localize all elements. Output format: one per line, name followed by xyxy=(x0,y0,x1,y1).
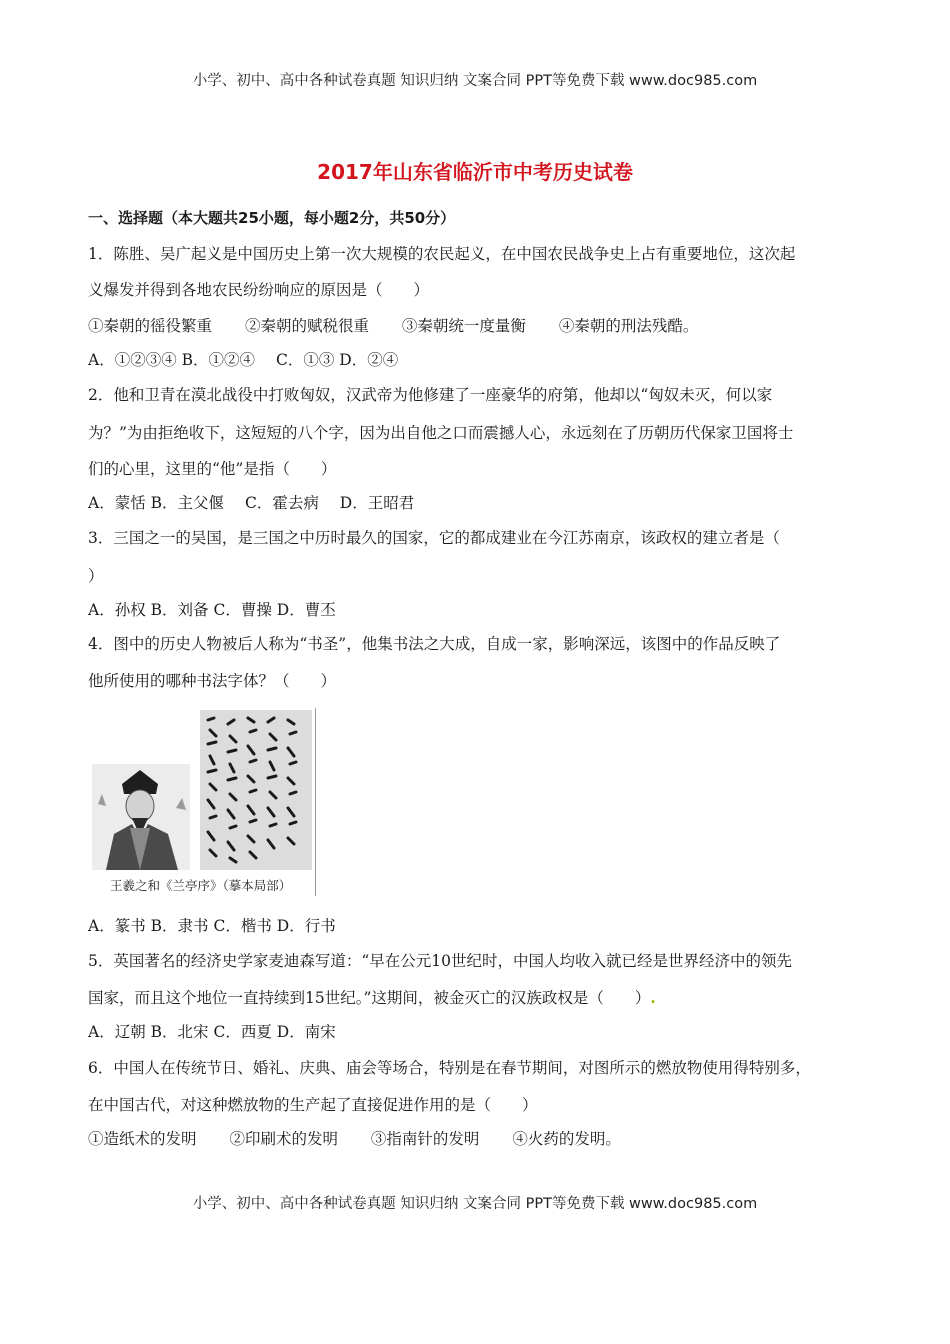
q4-option-a: A．篆书 xyxy=(88,917,146,935)
q3-option-d: D．曹丕 xyxy=(276,601,336,619)
wang-xizhi-figure xyxy=(88,708,320,898)
q1-statement: ④秦朝的刑法残酷。 xyxy=(558,317,699,335)
q2-option-b: B．主父偃 xyxy=(150,494,225,512)
q6-statement: ③指南针的发明 xyxy=(370,1130,480,1148)
q4-option-b: B．隶书 xyxy=(150,917,209,935)
q3-options xyxy=(88,600,336,620)
wang-xizhi-portrait-image xyxy=(92,764,190,870)
q1-option-a: A．①②③④ xyxy=(88,351,177,369)
q3-line1: 3．三国之一的吴国，是三国之中历时最久的国家，它的都成建业在今江苏南京，该政权的建立者是（ xyxy=(88,529,780,547)
page-header: 小学、初中、高中各种试卷真题 知识归纳 文案合同 PPT等免费下载 www.doc985.com xyxy=(192,73,758,89)
q2-option-a: A．蒙恬 xyxy=(88,494,146,512)
q1-options xyxy=(88,350,398,370)
section-heading: 一、选择题（本大题共25小题，每小题2分，共50分） xyxy=(88,209,456,227)
q2-options xyxy=(88,493,414,513)
q6-line2: 在中国古代，对这种燃放物的生产起了直接促进作用的是（ ） xyxy=(88,1096,538,1114)
page-footer: 小学、初中、高中各种试卷真题 知识归纳 文案合同 PPT等免费下载 www.doc985.com xyxy=(192,1196,758,1212)
q2-option-d: D．王昭君 xyxy=(339,494,415,512)
q5-option-c: C．西夏 xyxy=(213,1023,272,1041)
q1-statements xyxy=(88,316,698,336)
q1-statement: ①秦朝的徭役繁重 xyxy=(88,317,213,335)
q3-line2: ） xyxy=(88,567,104,585)
q5-dot: . xyxy=(650,988,656,1007)
q1-line2: 义爆发并得到各地农民纷纷响应的原因是（ ） xyxy=(88,281,430,299)
q4-line1: 4．图中的历史人物被后人称为“书圣”，他集书法之大成，自成一家，影响深远，该图中的作品反映了 xyxy=(88,635,781,653)
q3-option-a: A．孙权 xyxy=(88,601,146,619)
q6-statements xyxy=(88,1129,621,1149)
q5-option-a: A．辽朝 xyxy=(88,1023,146,1041)
q5-option-d: D．南宋 xyxy=(276,1023,336,1041)
document-title: 2017年山东省临沂市中考历史试卷 xyxy=(317,160,633,184)
q4-line2: 他所使用的哪种书法字体？（ ） xyxy=(88,672,337,690)
figure-caption: 王羲之和《兰亭序》（摹本局部） xyxy=(110,878,292,893)
q5-line1: 5．英国著名的经济史学家麦迪森写道：“早在公元10世纪时，中国人均收入就已经是世界经济中的领先 xyxy=(88,952,793,970)
q3-option-b: B．刘备 xyxy=(150,601,209,619)
q1-option-b: B．①②④ xyxy=(181,351,256,369)
q5-line2-row xyxy=(88,988,656,1008)
lanting-xu-calligraphy-image xyxy=(200,710,312,870)
q6-statement: ②印刷术的发明 xyxy=(229,1130,338,1148)
q2-line2: 为？”为由拒绝收下，这短短的八个字，因为出自他之口而震撼人心，永远刻在了历朝历代保家卫国将士 xyxy=(88,424,794,442)
q5-options xyxy=(88,1022,336,1042)
q2-line3: 们的心里，这里的“他”是指（ ） xyxy=(88,460,337,478)
q1-option-d: D．②④ xyxy=(339,351,399,369)
q5-option-b: B．北宋 xyxy=(150,1023,209,1041)
q2-line1: 2．他和卫青在漠北战役中打败匈奴，汉武帝为他修建了一座豪华的府第，他却以“匈奴未灭，何以家 xyxy=(88,386,773,404)
q3-option-c: C．曹操 xyxy=(213,601,272,619)
q6-statement: ④火药的发明。 xyxy=(512,1130,621,1148)
q2-option-c: C．霍去病 xyxy=(244,494,319,512)
q6-line1: 6．中国人在传统节日、婚礼、庆典、庙会等场合，特别是在春节期间，对图所示的燃放物使用得特别多， xyxy=(88,1059,811,1077)
q6-statement: ①造纸术的发明 xyxy=(88,1130,197,1148)
q4-options xyxy=(88,916,336,936)
figure-divider xyxy=(315,708,316,896)
q4-option-c: C．楷书 xyxy=(213,917,272,935)
q1-statement: ②秦朝的赋税很重 xyxy=(244,317,369,335)
q1-option-c: C．①③ xyxy=(275,351,335,369)
q4-option-d: D．行书 xyxy=(276,917,336,935)
q1-line1: 1．陈胜、吴广起义是中国历史上第一次大规模的农民起义，在中国农民战争史上占有重要地位，这次起 xyxy=(88,245,796,263)
q1-statement: ③秦朝统一度量衡 xyxy=(401,317,526,335)
q5-line2: 国家，而且这个地位一直持续到15世纪。”这期间，被金灭亡的汉族政权是（ ） xyxy=(88,989,651,1007)
